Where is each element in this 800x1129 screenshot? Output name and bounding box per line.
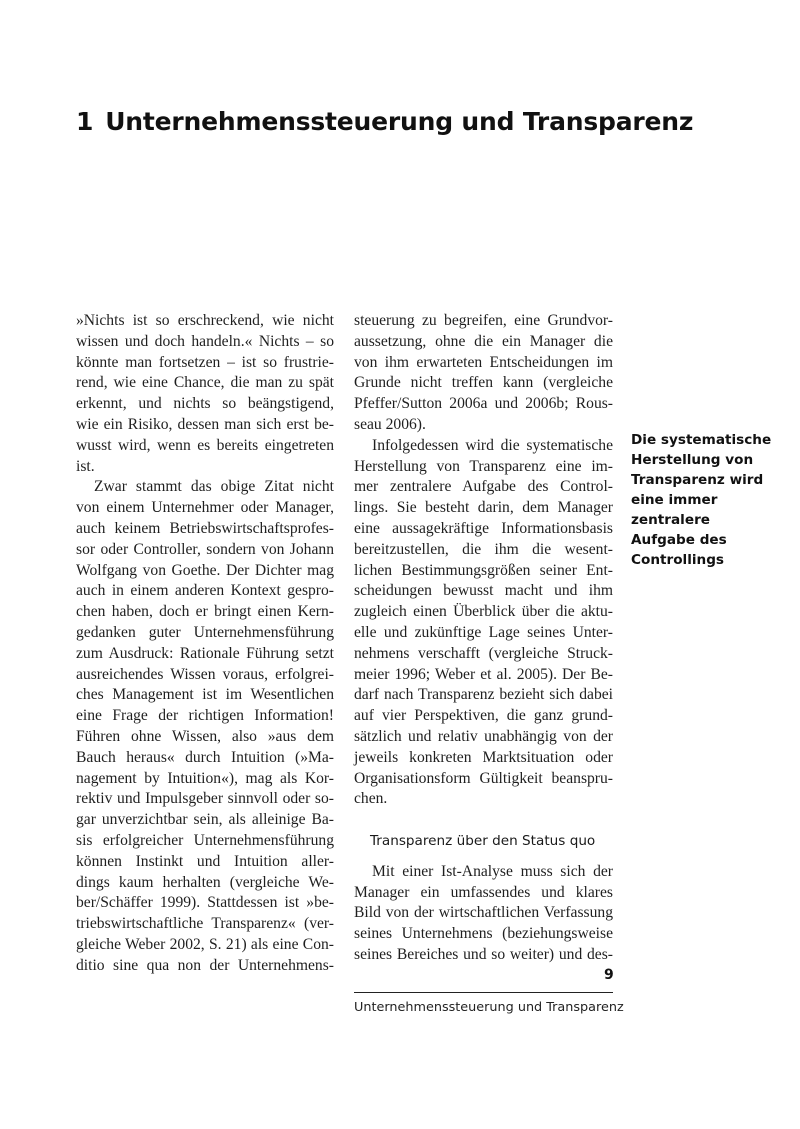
text-line: seines Bereiches und so weiter) und des- bbox=[354, 945, 613, 963]
section-spacer bbox=[354, 852, 613, 862]
text-line: ausreichendes Wissen voraus, erfolgrei- bbox=[76, 665, 334, 683]
margin-note-line: Aufgabe des bbox=[631, 532, 727, 548]
text-line: lichen Bestimmungsgrößen seiner Ent- bbox=[354, 561, 613, 579]
text-line: auch in einem anderen Kontext gespro- bbox=[76, 582, 334, 600]
text-line: »Nichts ist so erschreckend, wie nicht bbox=[76, 312, 334, 329]
text-line: von ihm erwarteten Entscheidungen im bbox=[354, 353, 613, 371]
text-line: wie ein Risiko, dessen man sich erst be- bbox=[76, 415, 334, 433]
text-line: auf vier Perspektiven, die ganz grund- bbox=[354, 707, 613, 725]
text-line: meier 1996; Weber et al. 2005). Der Be- bbox=[354, 665, 613, 683]
text-line: können Instinkt und Intuition aller- bbox=[76, 852, 334, 870]
text-line: wusst wird, wenn es bereits eingetreten bbox=[76, 436, 334, 454]
text-line: Grunde nicht treffen kann (vergleiche bbox=[354, 374, 613, 392]
text-line: zugleich einen Überblick über die aktu- bbox=[354, 603, 613, 621]
text-line: sor oder Controller, sondern von Johann bbox=[76, 540, 334, 558]
text-line: elle und zukünftige Lage seines Unter- bbox=[354, 623, 613, 641]
margin-note-line: Transparenz wird bbox=[631, 472, 764, 488]
text-line: Bild von der wirtschaftlichen Verfassung bbox=[354, 904, 613, 922]
text-line: könnte man fortsetzen – ist so frustrie- bbox=[76, 353, 334, 371]
text-line: darf nach Transparenz bezieht sich dabei bbox=[354, 686, 613, 704]
text-line: steuerung zu begreifen, eine Grundvor- bbox=[354, 312, 613, 329]
text-line: scheidungen bewusst macht und ihm bbox=[354, 582, 613, 600]
left-text-column bbox=[76, 311, 334, 977]
running-footer-title: Unternehmenssteuerung und Transparenz bbox=[354, 1000, 624, 1015]
text-line: gedanken guter Unternehmensführung bbox=[76, 623, 334, 641]
text-line: gar unverzichtbar sein, als alleinige Ba- bbox=[76, 811, 334, 829]
text-line: von einem Unternehmer oder Manager, bbox=[76, 499, 334, 517]
text-line: Mit einer Ist-Analyse muss sich der bbox=[372, 862, 613, 880]
footer-divider bbox=[354, 992, 613, 993]
text-line: bereitzustellen, die ihm die wesent- bbox=[354, 540, 613, 558]
text-line: chen. bbox=[354, 790, 388, 808]
right-text-column bbox=[354, 311, 613, 966]
text-line: jeweils konkreten Marktsituation oder bbox=[354, 748, 613, 766]
text-line: Wolfgang von Goethe. Der Dichter mag bbox=[76, 561, 334, 579]
text-line: Organisationsform Gültigkeit beanspru- bbox=[354, 769, 613, 787]
text-line: Zwar stammt das obige Zitat nicht bbox=[94, 478, 334, 496]
text-line: zum Ausdruck: Rationale Führung setzt bbox=[76, 644, 334, 662]
text-line: eine aussagekräftige Informationsbasis bbox=[354, 519, 613, 537]
chapter-title: Unternehmenssteuerung und Transparenz bbox=[105, 106, 694, 136]
text-line: triebswirtschaftliche Transparenz« (ver- bbox=[76, 915, 334, 933]
text-line: wissen und doch handeln.« Nichts – so bbox=[76, 332, 334, 350]
text-line: sis erfolgreicher Unternehmensführung bbox=[76, 831, 334, 849]
margin-note-line: eine immer bbox=[631, 492, 718, 508]
chapter-number: 1 bbox=[76, 106, 94, 136]
margin-note-line: Herstellung von bbox=[631, 452, 754, 468]
text-line: seines Unternehmens (beziehungsweise bbox=[354, 925, 613, 943]
section-spacer bbox=[354, 810, 613, 831]
text-line: Manager ein umfassendes und klares bbox=[354, 883, 613, 901]
chapter-heading bbox=[76, 107, 693, 136]
margin-note-line: Controllings bbox=[631, 552, 725, 568]
text-line: chen haben, doch er bringt einen Kern- bbox=[76, 603, 334, 621]
text-line: rektiv und Impulsgeber sinnvoll oder so- bbox=[76, 790, 334, 808]
text-line: Bauch heraus« durch Intuition (»Ma- bbox=[76, 748, 334, 766]
margin-note-line: zentralere bbox=[631, 512, 710, 528]
text-line: ditio sine qua non der Unternehmens- bbox=[76, 956, 334, 974]
text-line: seau 2006). bbox=[354, 415, 426, 433]
text-line: dings kaum herhalten (vergleiche We- bbox=[76, 873, 334, 891]
page-number: 9 bbox=[604, 967, 614, 983]
text-line: Herstellung von Transparenz eine im- bbox=[354, 457, 613, 475]
text-line: Führen ohne Wissen, also »aus dem bbox=[76, 727, 334, 745]
text-line: ist. bbox=[76, 457, 95, 475]
text-line: gleiche Weber 2002, S. 21) als eine Con- bbox=[76, 935, 334, 953]
text-line: Infolgedessen wird die systematische bbox=[372, 436, 613, 454]
text-line: nagement by Intuition«), mag als Kor- bbox=[76, 769, 334, 787]
section-subheading: Transparenz über den Status quo bbox=[370, 832, 596, 849]
text-line: ber/Schäffer 1999). Stattdessen ist »be- bbox=[76, 894, 334, 912]
text-line: aussetzung, ohne die ein Manager die bbox=[354, 332, 613, 350]
text-line: erkennt, und nichts so beängstigend, bbox=[76, 395, 334, 413]
text-line: ches Management ist im Wesentlichen bbox=[76, 686, 334, 704]
margin-note-line: Die systematische bbox=[631, 432, 772, 448]
text-line: lings. Sie besteht darin, dem Manager bbox=[354, 499, 613, 517]
text-line: sätzlich und relativ unabhängig von der bbox=[354, 727, 613, 745]
text-line: nehmens verschafft (vergleiche Struck- bbox=[354, 644, 613, 662]
text-line: Pfeffer/Sutton 2006a und 2006b; Rous- bbox=[354, 395, 613, 413]
margin-note bbox=[631, 430, 791, 570]
text-line: eine Frage der richtigen Information! bbox=[76, 707, 334, 725]
text-line: auch keinem Betriebswirtschaftsprofes- bbox=[76, 519, 334, 537]
text-line: rend, wie eine Chance, die man zu spät bbox=[76, 374, 334, 392]
text-line: mer zentralere Aufgabe des Control- bbox=[354, 478, 613, 496]
